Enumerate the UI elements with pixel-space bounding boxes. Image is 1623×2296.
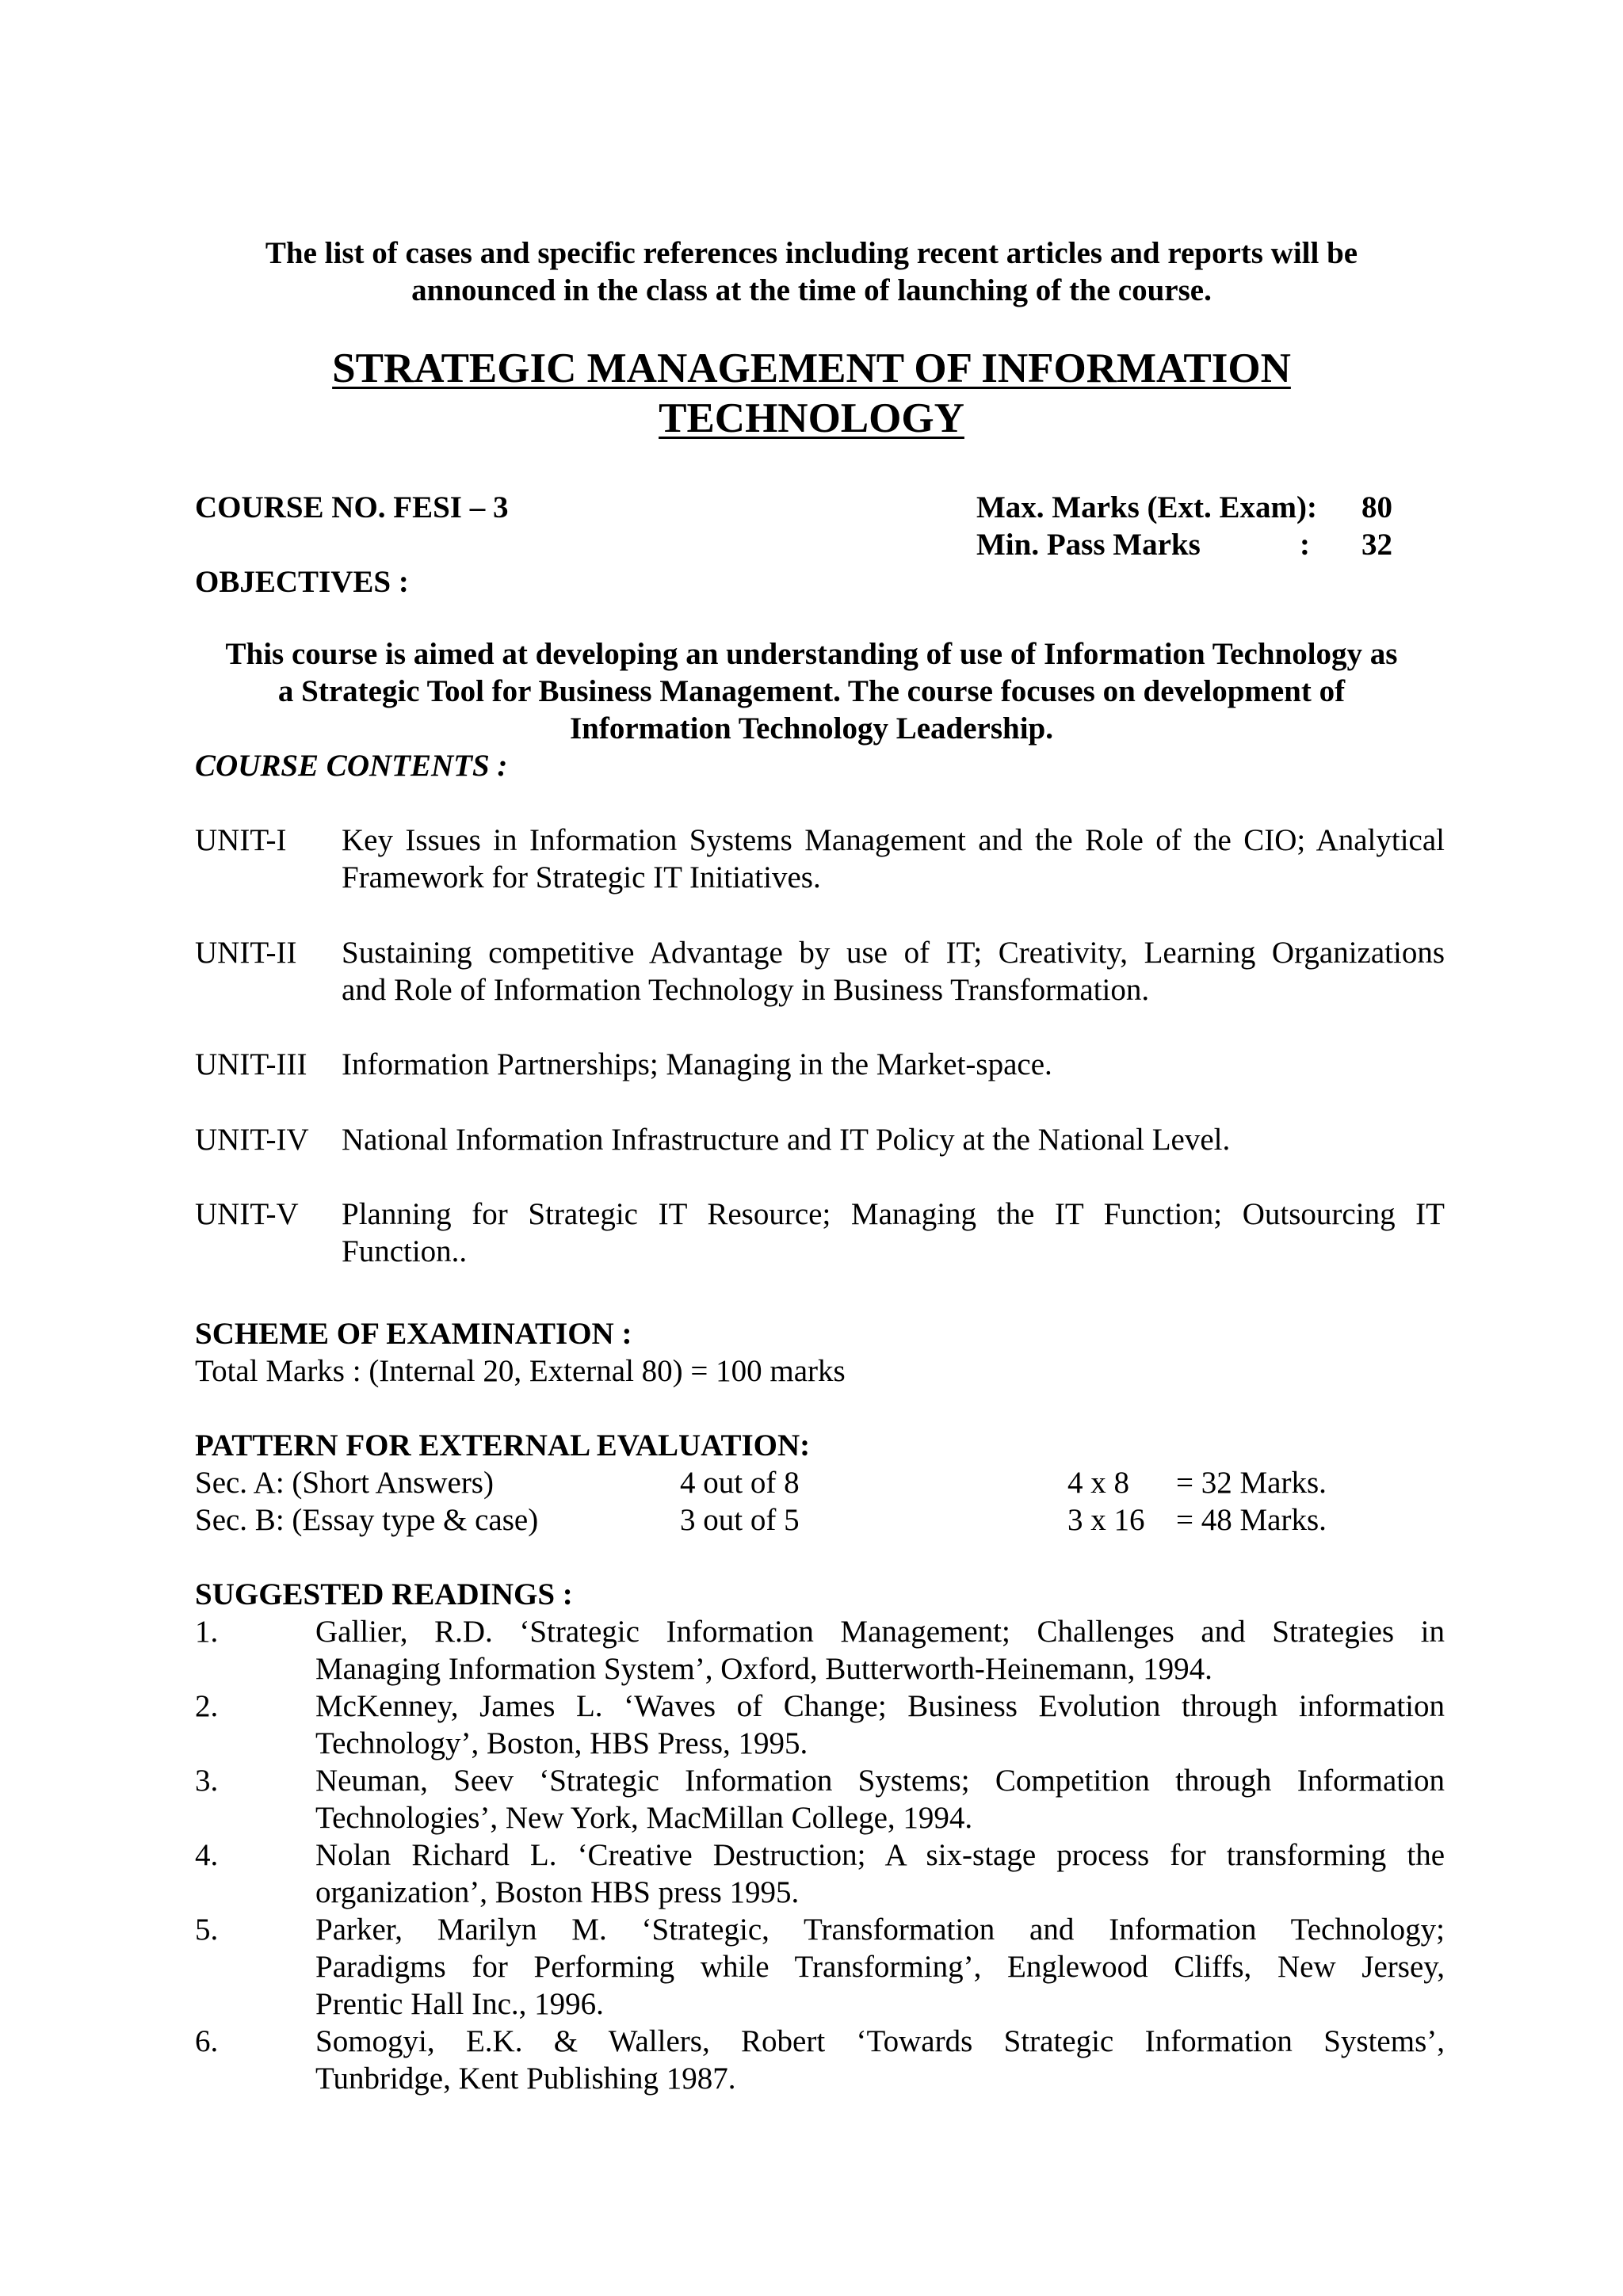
unit-text-line: Framework for Strategic IT Initiatives. (342, 860, 821, 894)
scheme-heading: SCHEME OF EXAMINATION : (195, 1317, 632, 1351)
pattern-calc: 3 x 16 (1067, 1503, 1145, 1537)
reading-number: 4. (195, 1838, 219, 1872)
reading-text-line: Tunbridge, Kent Publishing 1987. (315, 2061, 736, 2096)
reading-number: 1. (195, 1615, 219, 1649)
course-contents-heading: COURSE CONTENTS : (195, 749, 508, 783)
pattern-heading: PATTERN FOR EXTERNAL EVALUATION: (195, 1428, 811, 1463)
reading-text-line: Prentic Hall Inc., 1996. (315, 1987, 604, 2021)
pattern-section: Sec. B: (Essay type & case) (195, 1503, 539, 1537)
max-marks-label: Max. Marks (Ext. Exam): (976, 490, 1318, 524)
reading-number: 3. (195, 1764, 219, 1798)
min-pass-colon: : (1300, 528, 1310, 562)
unit-text-line: Information Partnerships; Managing in the Market-space. (342, 1047, 1052, 1081)
objectives-line-2: a Strategic Tool for Business Management. The course focuses on development of (277, 674, 1346, 708)
reading-text-line: Neuman, Seev ‘Strategic Information Systems; Competition through Information (315, 1764, 1445, 1798)
unit-text-line: Key Issues in Information Systems Management and the Role of the CIO; Analytical (342, 823, 1445, 857)
reading-text-line: Somogyi, E.K. & Wallers, Robert ‘Towards Strategic Information Systems’, (315, 2024, 1445, 2058)
max-marks-value: 80 (1361, 490, 1392, 524)
unit-label: UNIT-I (195, 823, 287, 857)
objectives-line-3: Information Technology Leadership. (569, 711, 1053, 746)
pattern-marks: = 48 Marks. (1176, 1503, 1327, 1537)
readings-heading: SUGGESTED READINGS : (195, 1577, 573, 1611)
unit-text-line: and Role of Information Technology in Business Transformation. (342, 973, 1150, 1007)
unit-text-line: Planning for Strategic IT Resource; Managing the IT Function; Outsourcing IT (342, 1197, 1445, 1231)
unit-label: UNIT-IV (195, 1123, 309, 1157)
objectives-heading: OBJECTIVES : (195, 565, 409, 599)
pattern-section: Sec. A: (Short Answers) (195, 1466, 494, 1500)
intro-line-1: The list of cases and specific references including recent articles and reports will be (265, 236, 1358, 270)
reading-number: 6. (195, 2024, 219, 2058)
reading-text-line: Managing Information System’, Oxford, Butterworth-Heinemann, 1994. (315, 1652, 1212, 1686)
unit-text-line: National Information Infrastructure and IT Policy at the National Level. (342, 1123, 1231, 1157)
pattern-marks: = 32 Marks. (1176, 1466, 1327, 1500)
reading-number: 5. (195, 1913, 219, 1947)
unit-label: UNIT-III (195, 1047, 307, 1081)
reading-text-line: Technologies’, New York, MacMillan College, 1994. (315, 1801, 973, 1835)
min-pass-label: Min. Pass Marks (976, 528, 1201, 562)
course-number: COURSE NO. FESI – 3 (195, 490, 509, 524)
intro-line-2: announced in the class at the time of launching of the course. (411, 273, 1212, 307)
reading-text-line: Technology’, Boston, HBS Press, 1995. (315, 1726, 808, 1760)
reading-text-line: Gallier, R.D. ‘Strategic Information Management; Challenges and Strategies in (315, 1615, 1445, 1649)
pattern-choice: 3 out of 5 (680, 1503, 800, 1537)
unit-label: UNIT-V (195, 1197, 299, 1231)
scheme-total-marks: Total Marks : (Internal 20, External 80) = 100 marks (195, 1354, 846, 1388)
document-title-line-1: STRATEGIC MANAGEMENT OF INFORMATION (332, 345, 1291, 391)
reading-number: 2. (195, 1689, 219, 1723)
reading-text-line: organization’, Boston HBS press 1995. (315, 1875, 800, 1909)
unit-text-line: Function.. (342, 1234, 468, 1268)
pattern-choice: 4 out of 8 (680, 1466, 800, 1500)
unit-text-line: Sustaining competitive Advantage by use of IT; Creativity, Learning Organizations (342, 936, 1445, 970)
min-pass-value: 32 (1361, 528, 1392, 562)
objectives-line-1: This course is aimed at developing an understanding of use of Information Technology as (225, 637, 1398, 671)
reading-text-line: Parker, Marilyn M. ‘Strategic, Transformation and Information Technology; (315, 1913, 1445, 1947)
document-title-line-2: TECHNOLOGY (659, 395, 964, 441)
pattern-calc: 4 x 8 (1067, 1466, 1129, 1500)
unit-label: UNIT-II (195, 936, 297, 970)
reading-text-line: McKenney, James L. ‘Waves of Change; Business Evolution through information (315, 1689, 1445, 1723)
reading-text-line: Nolan Richard L. ‘Creative Destruction; A six-stage process for transforming the (315, 1838, 1445, 1872)
reading-text-line: Paradigms for Performing while Transforming’, Englewood Cliffs, New Jersey, (315, 1950, 1445, 1984)
